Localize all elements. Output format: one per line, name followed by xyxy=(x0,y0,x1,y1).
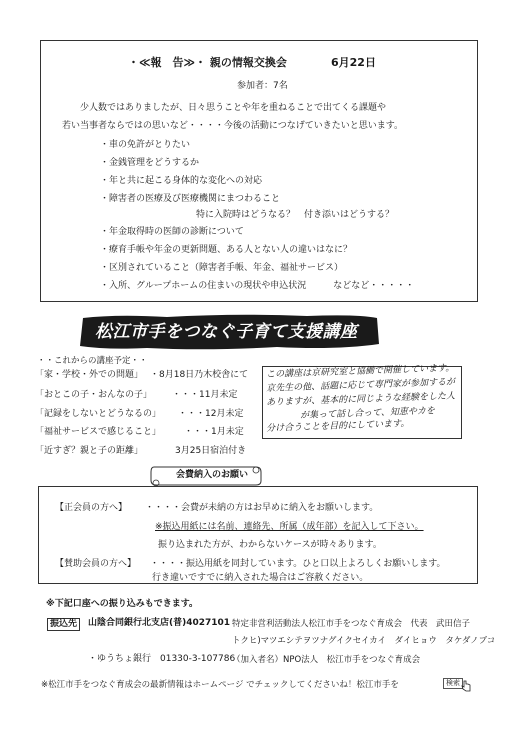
report-item: ・年と共に起こる身体的な変化への対応 xyxy=(100,176,263,186)
report-intro-line1: 少人数ではありましたが、日々思うことや年を重ねることで出てくる課題や xyxy=(80,103,387,113)
bank-holder-1: 特定非営利活動法人松江市手をつなぐ育成会 代表 武田信子 xyxy=(232,619,471,629)
lecture-title: 「おとこの子・おんなの子」 xyxy=(35,390,153,400)
lecture-detail: ・・・12月未定 xyxy=(178,409,244,419)
report-item: ・金銭管理をどうするか xyxy=(100,158,200,168)
regular-member-line: ・・・・会費が未納の方はお早めに納入をお願いします。 xyxy=(145,503,379,513)
report-title: ・≪報 告≫・ 親の情報交換会 xyxy=(128,56,287,69)
report-item-sub: 特に入院時はどうなる？ 付き添いはどうする？ xyxy=(196,210,395,220)
regular-member-note: ※振込用紙には名前、連絡先、所属（成年部）を記入して下さい。 xyxy=(155,522,424,532)
lecture-detail: ・・・11月未定 xyxy=(172,390,238,400)
report-item: ・障害者の医療及び医療機関にまつわること xyxy=(100,194,281,204)
support-course-banner xyxy=(77,312,382,352)
support-member-line2: 行き違いですでに納入された場合はご容赦ください。 xyxy=(152,573,369,583)
fee-tab-label: 会費納入のお願い xyxy=(176,470,249,480)
report-item: ・車の免許がとりたい xyxy=(100,140,191,150)
lecture-detail: ・・・1月未定 xyxy=(184,427,244,437)
regular-member-label: 【正会員の方へ】 xyxy=(55,503,128,513)
report-intro-line2: 若い当事者ならではの思いなど・・・・今後の活動につなげていきたいと思います。 xyxy=(62,121,404,131)
bank-holder-2: （加入者名）NPO法人 松江市手をつなぐ育成会 xyxy=(232,655,421,665)
lecture-note-line: が集って話し合って、知恵やカを xyxy=(300,406,436,421)
report-item: ・年金取得時の医師の診断について xyxy=(100,227,244,237)
lecture-title: 「福祉サービスで感じること」 xyxy=(35,427,162,437)
bank-holder-1-kana: トクヒ)マツエシテヲツナグイクセイカイ ダイヒョウ タケダノブコ xyxy=(232,636,496,646)
lecture-title: 「家・学校・外での問題」 xyxy=(35,370,144,380)
report-item: ・療育手帳や年金の更新問題、ある人とない人の違いはなに？ xyxy=(100,245,353,255)
lecture-note-line: 分け合うことを目的にしています。 xyxy=(266,418,410,434)
lecture-note-line: この講座は京研究室と協働で開催しています。 xyxy=(266,363,455,380)
lecture-note-line: 京先生の他、話題に応じて専門家が参加するが xyxy=(266,377,456,394)
search-box xyxy=(443,676,471,694)
footer-text: ※松江市手をつなぐ育成会の最新情報はホームページ でチェックしてくださいね！松江市手を xyxy=(41,680,399,690)
lecture-detail: ・8月18日乃木校舎にて xyxy=(150,370,249,380)
bank-label: 振込先 xyxy=(47,618,80,631)
bank-account-2: ・ゆうちょ銀行 01330-3-107786 xyxy=(88,654,236,664)
support-member-line: ・・・・振込用紙を同封しています。ひと口以上よろしくお願いします。 xyxy=(150,559,446,569)
lecture-title: 「近すぎ？親と子の距離」 xyxy=(35,446,144,456)
report-item: ・入所、グループホームの住まいの現状や申込状況 などなど・・・・・ xyxy=(100,281,415,291)
report-date: 6月22日 xyxy=(331,56,376,69)
support-member-label: 【賛助会員の方へ】 xyxy=(55,559,137,569)
lecture-detail: 3月25日宿泊付き xyxy=(175,446,247,456)
bank-account-1: 山陰合同銀行北支店(普)4027101 xyxy=(88,618,231,628)
bank-heading: ※下記口座への振り込みもできます。 xyxy=(46,599,199,609)
lecture-title: 「記録をしないとどうなるの」 xyxy=(35,409,162,419)
search-label: 検索 xyxy=(443,678,463,689)
banner-title: 松江市手をつなぐ子育て支援講座 xyxy=(95,322,358,342)
lecture-note-line: ありますが、基本的に同じような経験をした人 xyxy=(266,391,456,408)
pointer-hand-icon xyxy=(461,680,471,692)
lectures-heading: ・・これからの講座予定・・ xyxy=(37,356,148,366)
regular-member-note2: 振り込まれた方が、わからないケースが時々あります。 xyxy=(158,540,382,550)
report-item: ・区別されていること（障害者手帳、年金、福祉サービス） xyxy=(100,263,344,273)
report-attendees: 参加者：7名 xyxy=(237,81,288,91)
